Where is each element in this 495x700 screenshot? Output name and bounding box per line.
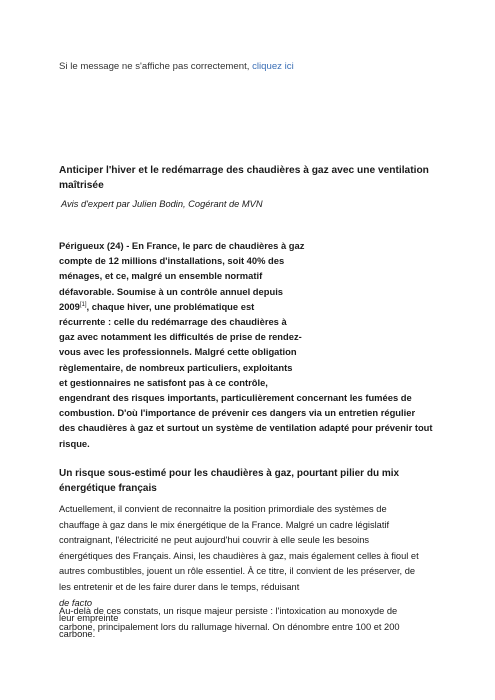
intro-line-with-footnote: [59, 299, 441, 314]
paragraph-line: énergétiques des Français. Ainsi, les chaudières à gaz, mais également celles à fioul et: [59, 550, 419, 561]
paragraph-line: Actuellement, il convient de reconnaitre la position primordiale des systèmes de: [59, 504, 387, 514]
view-online-link[interactable]: cliquez ici: [252, 61, 294, 72]
paragraph-line: Au-delà de ces constats, un risque majeur persiste : l'intoxication au monoxyde de: [59, 606, 398, 616]
footnote-link[interactable]: [1]: [79, 301, 87, 308]
paragraph-line: carbone, principalement lors du rallumage hivernal. On dénombre entre 100 et 200: [59, 621, 400, 632]
intro-line: des chaudières à gaz et surtout un système de ventilation adapté pour prévenir tout: [59, 422, 433, 434]
body-paragraph-2: [59, 604, 441, 635]
italic-term: de facto: [59, 597, 93, 608]
intro-line: règlementaire, de nombreux particuliers, exploitants: [59, 361, 293, 373]
section-heading: Un risque sous-estimé pour les chaudières à gaz, pourtant pilier du mix énergétique français: [59, 468, 400, 494]
intro-year: 2009: [59, 300, 80, 312]
view-online-text: Si le message ne s'affiche pas correctement,: [59, 61, 250, 72]
article-intro: [59, 238, 441, 451]
intro-line-rest: , chaque hiver, une problématique est: [86, 300, 255, 312]
intro-line: ménages, et ce, malgré un ensemble normatif: [59, 270, 263, 282]
paragraph-line: chauffage à gaz dans le mix énergétique de la France. Malgré un cadre législatif: [59, 519, 390, 530]
line-start: les entretenir et de les faire durer dans le temps, réduisant: [59, 581, 300, 592]
article-title: Anticiper l'hiver et le redémarrage des chaudières à gaz avec une ventilation maîtrisée: [59, 165, 429, 191]
paragraph-line: carbone.: [59, 628, 96, 639]
intro-line: gaz avec notamment les difficultés de prise de rendez-: [59, 331, 302, 343]
view-online-notice: [59, 61, 294, 72]
article-byline: Avis d'expert par Julien Bodin, Cogérant de MVN: [61, 199, 263, 209]
paragraph-line: autres combustibles, jouent un rôle essentiel. À ce titre, il convient de les préserver, de: [59, 566, 416, 577]
paragraph-line: contraignant, l'électricité ne peut aujourd'hui couvrir à elle seule les besoins: [59, 535, 370, 546]
line-end: leur empreinte: [59, 613, 119, 624]
intro-line: vous avec les professionnels. Malgré cette obligation: [59, 346, 297, 358]
intro-line: défavorable. Soumise à un contrôle annuel depuis: [59, 285, 284, 297]
intro-line: combustion. D'où l'importance de prévenir ces dangers via un entretien régulier: [59, 407, 416, 419]
intro-line: Périgueux (24) - En France, le parc de chaudières à gaz: [59, 240, 305, 251]
intro-line: et gestionnaires ne satisfont pas à ce contrôle,: [59, 376, 268, 388]
intro-line: récurrente : celle du redémarrage des chaudières à: [59, 316, 287, 328]
intro-line: engendrant des risques importants, particulièrement concernant les fumées de: [59, 392, 412, 404]
intro-line: compte de 12 millions d'installations, soit 40% des: [59, 255, 285, 267]
intro-line: risque.: [59, 437, 90, 449]
